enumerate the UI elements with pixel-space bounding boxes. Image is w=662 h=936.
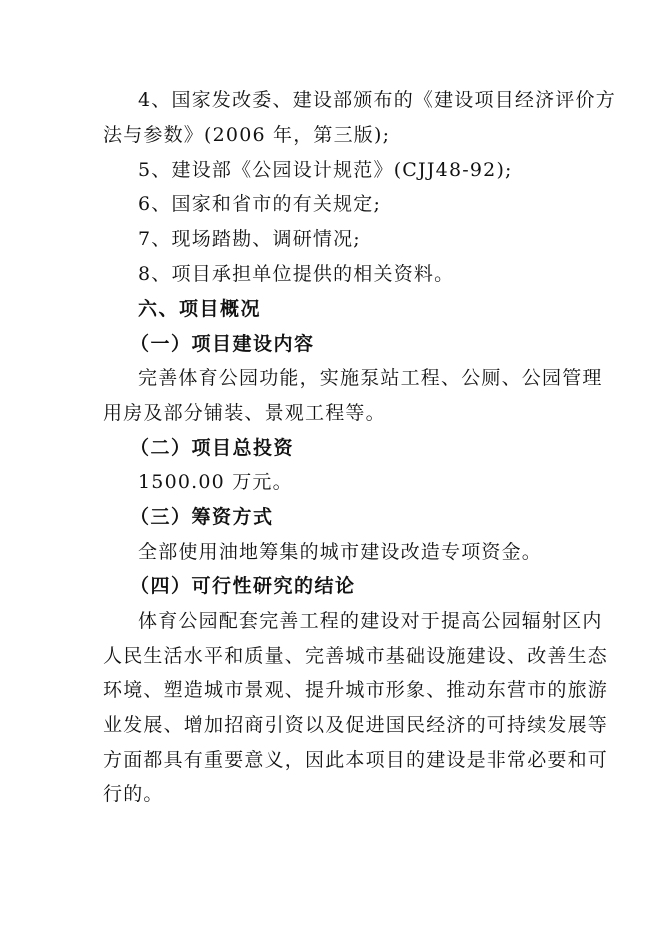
reference-item-4-line-2: 法与参数》(2006 年，第三版); xyxy=(103,124,391,146)
content-line-2: 用房及部分铺装、景观工程等。 xyxy=(103,402,386,424)
conclusion-line-3: 环境、塑造城市景观、提升城市形象、推动东营市的旅游 xyxy=(103,679,609,701)
conclusion-heading: （四）可行性研究的结论 xyxy=(130,575,356,597)
content-heading: （一）项目建设内容 xyxy=(130,333,315,355)
conclusion-line-4: 业发展、增加招商引资以及促进国民经济的可持续发展等 xyxy=(103,714,609,736)
reference-item-8: 8、项目承担单位提供的相关资料。 xyxy=(138,263,455,285)
conclusion-line-2: 人民生活水平和质量、完善城市基础设施建设、改善生态 xyxy=(103,645,609,667)
investment-heading: （二）项目总投资 xyxy=(130,437,295,459)
section-6-title: 六、项目概况 xyxy=(138,298,262,320)
conclusion-line-1: 体育公园配套完善工程的建设对于提高公园辐射区内 xyxy=(138,610,603,632)
reference-item-7: 7、现场踏勘、调研情况; xyxy=(138,228,361,250)
investment-value: 1500.00 万元。 xyxy=(138,471,293,493)
funding-text: 全部使用油地筹集的城市建设改造专项资金。 xyxy=(138,541,543,563)
reference-item-4-line-1: 4、国家发改委、建设部颁布的《建设项目经济评价方 xyxy=(138,89,616,111)
reference-item-5: 5、建设部《公园设计规范》(CJJ48-92); xyxy=(138,159,513,181)
content-line-1: 完善体育公园功能，实施泵站工程、公厕、公园管理 xyxy=(138,367,603,389)
funding-heading: （三）筹资方式 xyxy=(130,506,274,528)
conclusion-line-5: 方面都具有重要意义，因此本项目的建设是非常必要和可 xyxy=(103,749,609,771)
reference-item-6: 6、国家和省市的有关规定; xyxy=(138,193,382,215)
conclusion-line-6: 行的。 xyxy=(103,783,164,805)
